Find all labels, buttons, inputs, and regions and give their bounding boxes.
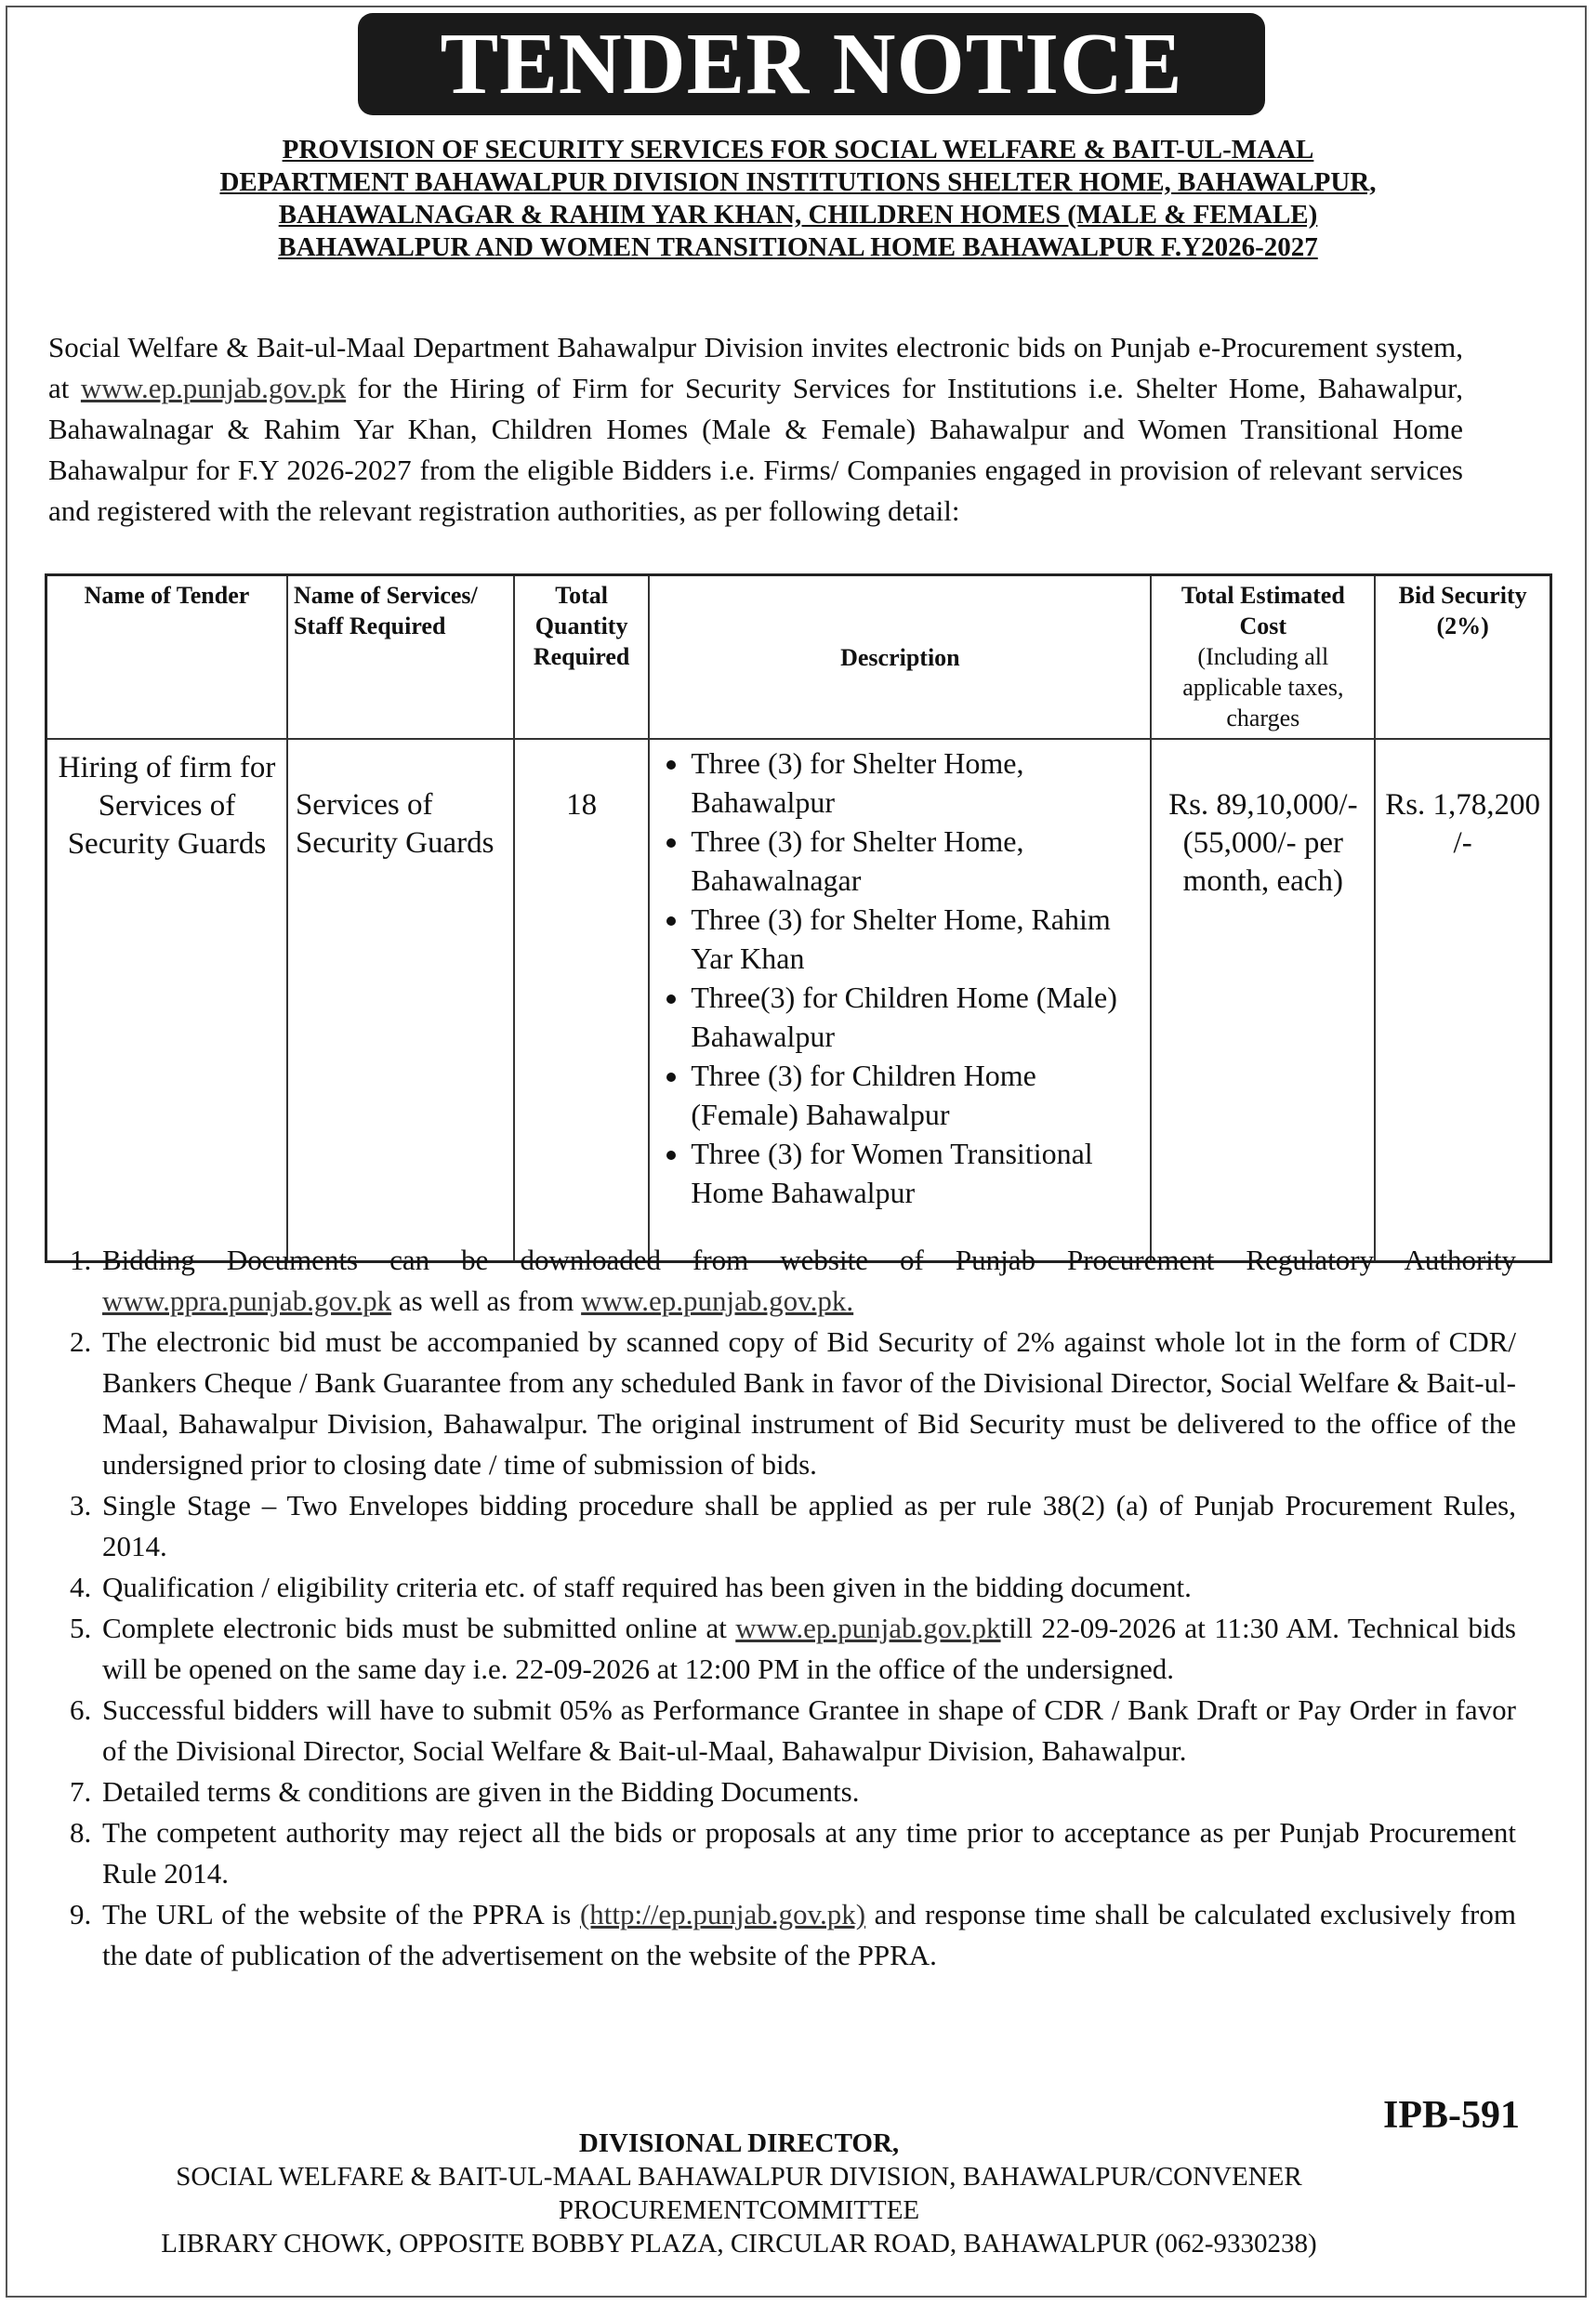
reference-code: IPB-591 — [1383, 2094, 1520, 2137]
subject-line-4: BAHAWALPUR AND WOMEN TRANSITIONAL HOME BAHAWALPUR F.Y2026-2027 — [278, 232, 1318, 262]
list-item: 7. Detailed terms & conditions are given in the Bidding Documents. — [99, 1772, 1516, 1812]
office-line-2: PROCUREMENTCOMMITTEE — [558, 2195, 920, 2225]
list-item: • Three (3) for Shelter Home, Rahim Yar Khan — [691, 900, 1142, 978]
tender-details-table — [45, 573, 1552, 1263]
designation: DIVISIONAL DIRECTOR, — [578, 2128, 900, 2158]
estimated-cost-label: Total Estimated Cost — [1181, 582, 1345, 639]
subject-line-2: DEPARTMENT BAHAWALPUR DIVISION INSTITUTIONS SHELTER HOME, BAHAWALPUR, — [219, 167, 1377, 197]
header-services-required: Name of Services/ Staff Required — [287, 575, 514, 740]
ep-punjab-link[interactable]: www.ep.punjab.gov.pk — [80, 372, 347, 404]
list-item: 6. Successful bidders will have to submit 05% as Performance Grantee in shape of CDR / Bank Draft or Pay Order in favor of the Divisional Director, Social Welfare & Bait-ul-Maal, Bahawalpur Division, Bahawalpur. — [99, 1690, 1516, 1772]
cell-description — [649, 739, 1151, 1262]
list-item — [99, 1608, 1516, 1690]
cell-services-required: Services of Security Guards — [287, 739, 514, 1262]
header-bid-security: Bid Security (2%) — [1375, 575, 1550, 740]
point-1-text-b: as well as from — [391, 1284, 582, 1317]
cell-bid-security: Rs. 1,78,200 /- — [1375, 739, 1550, 1262]
signature-block — [56, 2127, 1422, 2260]
address-line: LIBRARY CHOWK, OPPOSITE BOBBY PLAZA, CIRCULAR ROAD, BAHAWALPUR (062-9330238) — [161, 2229, 1317, 2259]
point-9-text-b: and response time shall be calculated exclusively from the date of publication of the advertisement on the website of the PPRA. — [102, 1898, 1516, 1971]
cell-estimated-cost: Rs. 89,10,000/- (55,000/- per month, each) — [1151, 739, 1375, 1262]
intro-text-a: Social Welfare & Bait-ul-Maal Department Bahawalpur Division invites electronic bids on Punjab e-Procurement system, at — [48, 331, 1463, 404]
intro-text-b: for the Hiring of Firm for Security Services for Institutions i.e. Shelter Home, Bahawalpur, Bahawalnagar & Rahim Yar Khan, Children Homes (Male & Female) Bahawalpur and Women Transitional Home Bahawalpur for F.Y 2026-2027 from the eligible Bidders i.e. Firms/ Companies engaged in provision of relevant services and registered with the relevant registration authorities, as per following detail: — [48, 372, 1463, 527]
description-list — [657, 744, 1142, 1212]
list-item: • Three (3) for Women Transitional Home Bahawalpur — [691, 1134, 1142, 1212]
point-1-text-a: Bidding Documents can be downloaded from website of Punjab Procurement Regulatory Authority — [102, 1244, 1516, 1276]
header-name-of-tender: Name of Tender — [46, 575, 287, 740]
intro-paragraph — [48, 327, 1463, 532]
list-item — [99, 1894, 1516, 1976]
cell-total-quantity: 18 — [514, 739, 650, 1262]
table-header-row — [46, 575, 1551, 740]
tender-subject-heading — [37, 134, 1559, 264]
header-estimated-cost — [1151, 575, 1375, 740]
point-5-text-a: Complete electronic bids must be submitted online at — [102, 1612, 736, 1644]
terms-list — [52, 1240, 1516, 1976]
ep-punjab-link[interactable]: www.ep.punjab.gov.pk — [735, 1612, 1001, 1644]
list-item: 2. The electronic bid must be accompanied by scanned copy of Bid Security of 2% against whole lot in the form of CDR/ Bankers Cheque / Bank Guarantee from any scheduled Bank in favor of the Divisional Director, Social Welfare & Bait-ul-Maal, Bahawalpur Division, Bahawalpur. The original instrument of Bid Security must be delivered to the office of the undersigned prior to closing date / time of submission of bids. — [99, 1322, 1516, 1485]
estimated-cost-note: (Including all applicable taxes, charges — [1182, 643, 1344, 731]
ppra-url-link[interactable]: (http://ep.punjab.gov.pk) — [579, 1898, 866, 1930]
office-line-1: SOCIAL WELFARE & BAIT-UL-MAAL BAHAWALPUR DIVISION, BAHAWALPUR/CONVENER — [176, 2162, 1302, 2192]
cell-name-of-tender: Hiring of firm for Services of Security Guards — [46, 739, 287, 1262]
subject-line-1: PROVISION OF SECURITY SERVICES FOR SOCIAL WELFARE & BAIT-UL-MAAL — [282, 135, 1314, 165]
subject-line-3: BAHAWALNAGAR & RAHIM YAR KHAN, CHILDREN HOMES (MALE & FEMALE) — [278, 200, 1318, 230]
list-item: 4. Qualification / eligibility criteria etc. of staff required has been given in the bidding document. — [99, 1567, 1516, 1608]
ep-punjab-link[interactable]: www.ep.punjab.gov.pk. — [581, 1284, 854, 1317]
point-9-text-a: The URL of the website of the PPRA is — [102, 1898, 580, 1930]
table-row — [46, 739, 1551, 1262]
ppra-link[interactable]: www.ppra.punjab.gov.pk — [102, 1284, 392, 1317]
list-item: • Three (3) for Shelter Home, Bahawalnagar — [691, 822, 1142, 900]
list-item: • Three (3) for Shelter Home, Bahawalpur — [691, 744, 1142, 822]
point-5-text-b: till 22-09-2026 at 11:30 AM. Technical bids will be opened on the same day i.e. 22-09-2026 at 12:00 PM in the office of the undersigned. — [102, 1612, 1516, 1685]
list-item: • Three (3) for Children Home (Female) Bahawalpur — [691, 1056, 1142, 1134]
header-description: Description — [649, 575, 1151, 740]
header-total-quantity: Total Quantity Required — [514, 575, 650, 740]
list-item: 8. The competent authority may reject all the bids or proposals at any time prior to acceptance as per Punjab Procurement Rule 2014. — [99, 1812, 1516, 1894]
list-item: 3. Single Stage – Two Envelopes bidding procedure shall be applied as per rule 38(2) (a) of Punjab Procurement Rules, 2014. — [99, 1485, 1516, 1567]
list-item: • Three(3) for Children Home (Male) Bahawalpur — [691, 978, 1142, 1056]
list-item — [99, 1240, 1516, 1322]
tender-notice-title: TENDER NOTICE — [358, 13, 1265, 115]
